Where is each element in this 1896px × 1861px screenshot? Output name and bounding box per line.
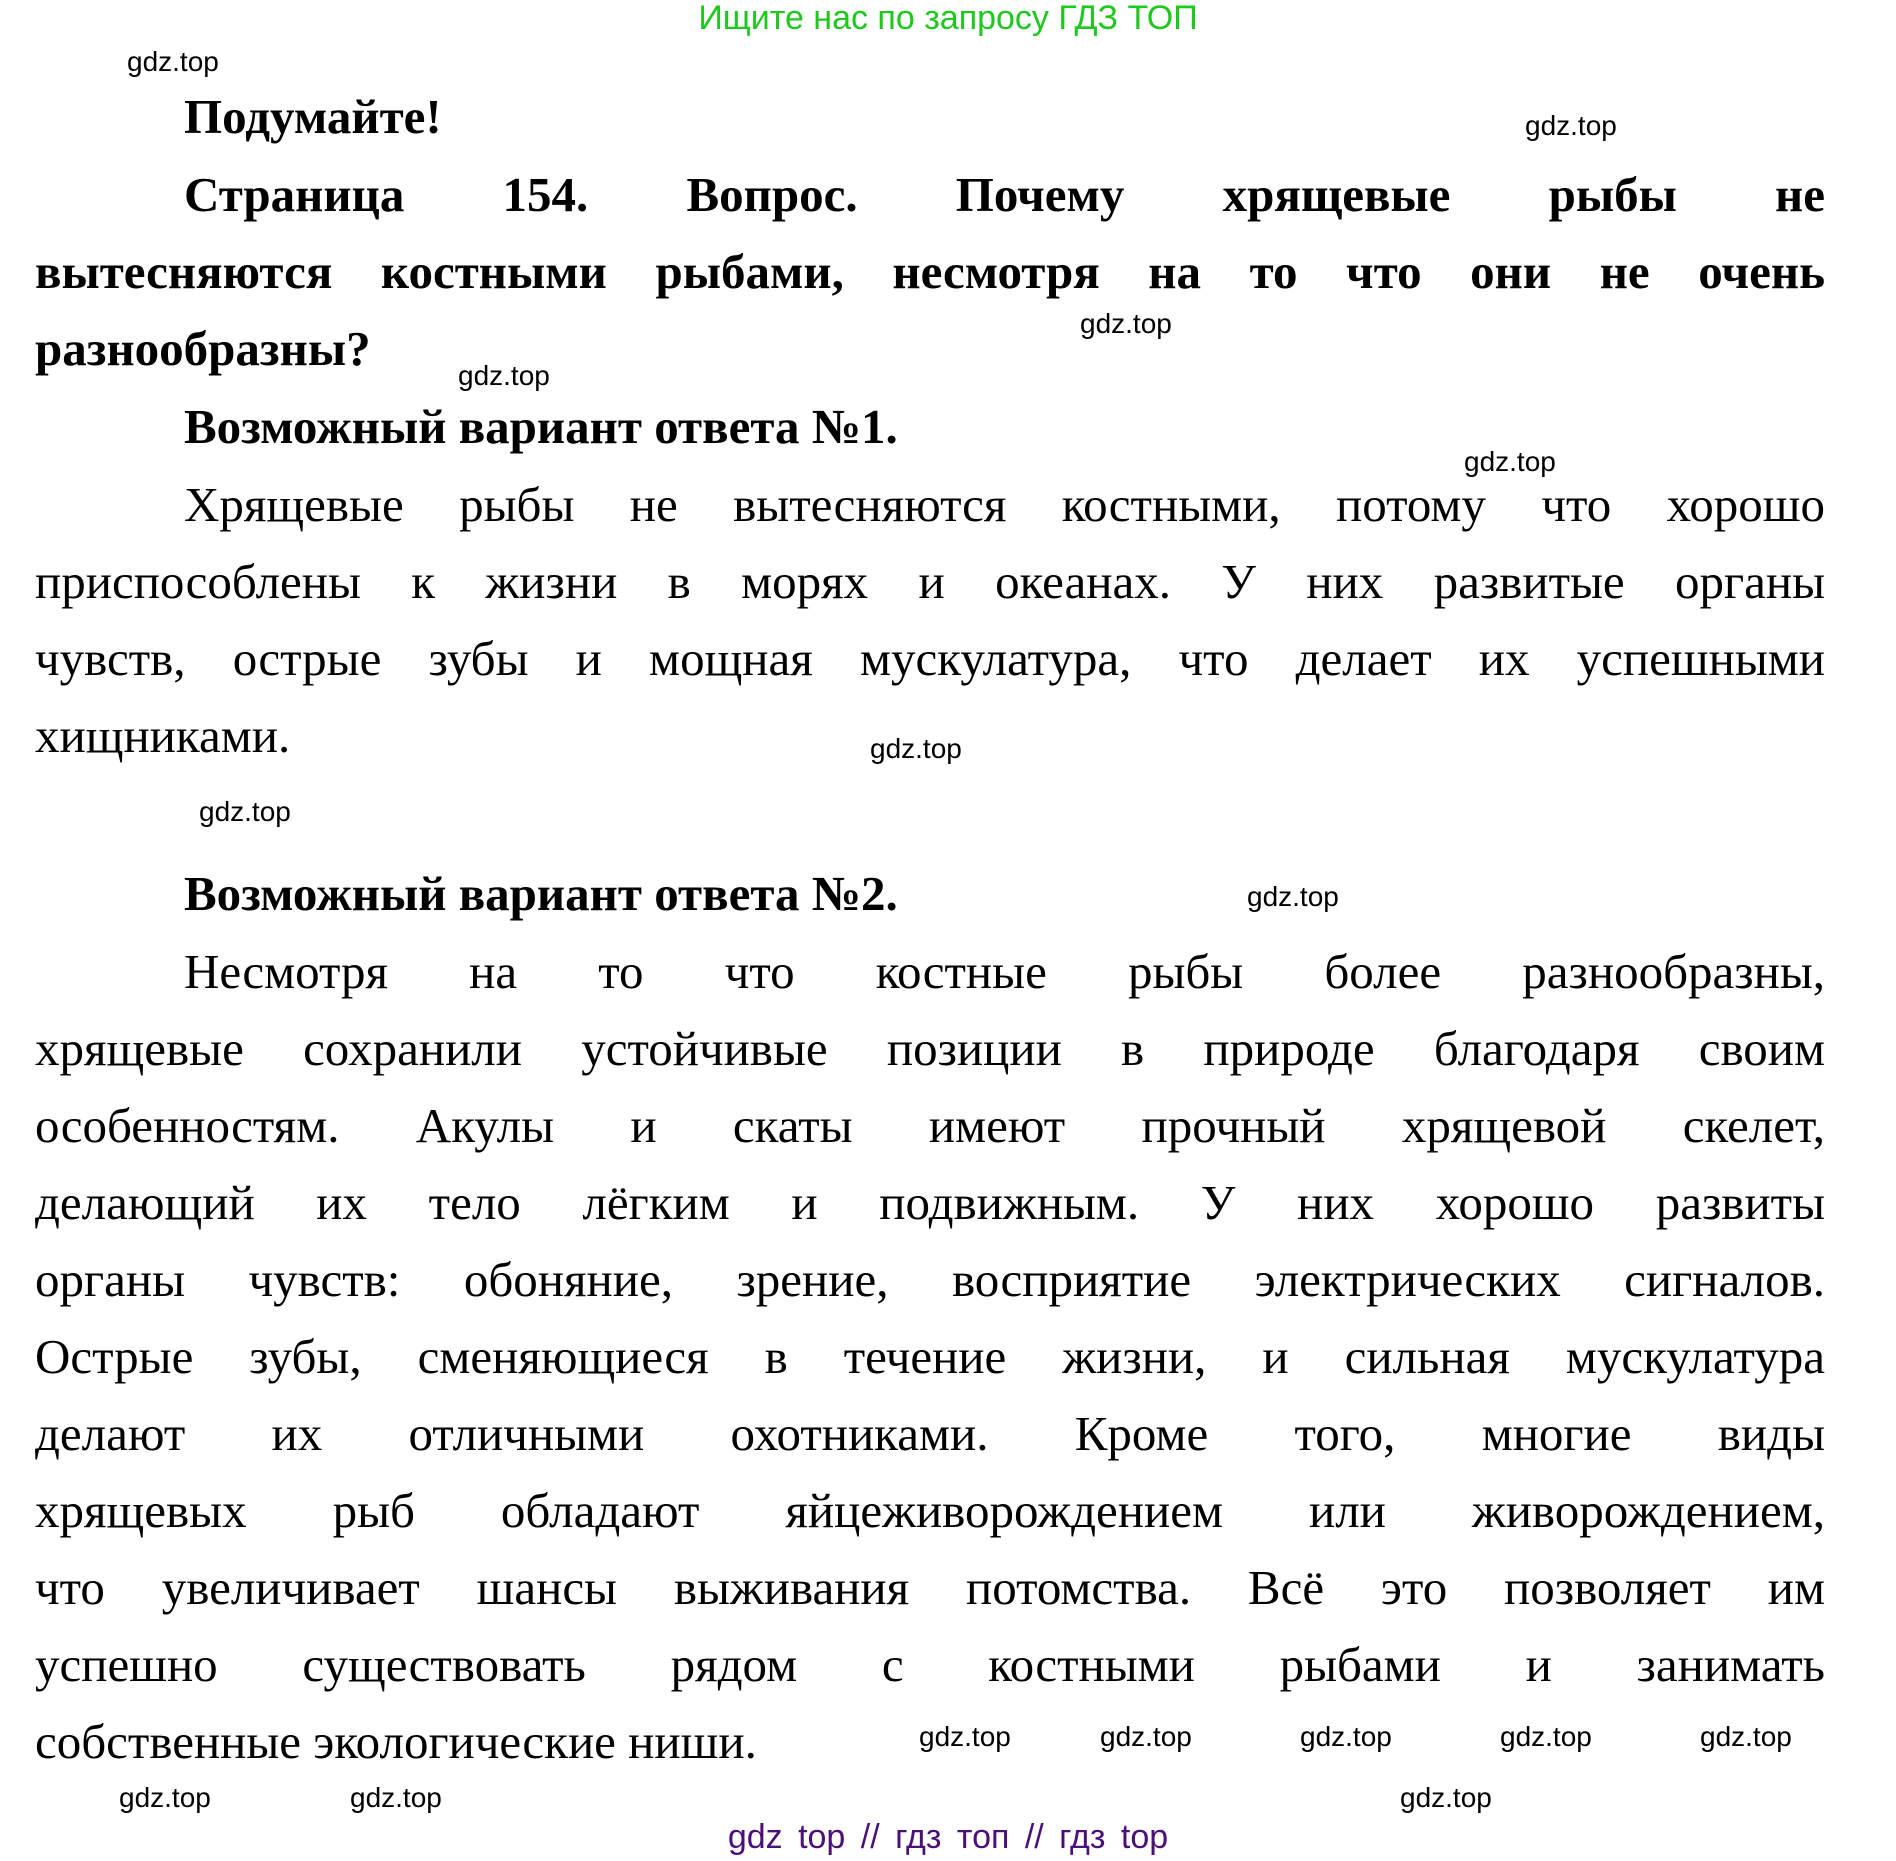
watermark: gdz.top <box>1525 110 1617 141</box>
answer1-line: чувств, острые зубы и мощная мускулатура, что делает их успешными <box>35 631 1825 686</box>
question-line: Страница 154. Вопрос. Почему хрящевые рыбы не <box>184 167 1825 222</box>
footer-links: gdz top // гдз топ // гдз top <box>727 1818 1169 1856</box>
watermark: gdz.top <box>1464 446 1556 477</box>
watermark: gdz.top <box>458 360 550 391</box>
question <box>35 156 1825 387</box>
watermark: gdz.top <box>1100 1721 1192 1752</box>
watermark: gdz.top <box>1080 308 1172 339</box>
answer1-text <box>35 466 1825 774</box>
answer1-line: хищниками. <box>35 708 291 763</box>
watermark: gdz.top <box>199 796 291 827</box>
question-line: разнообразны? <box>35 321 371 376</box>
answer1-line: Хрящевые рыбы не вытесняются костными, потому что хорошо <box>184 477 1825 532</box>
answer2-line: делают их отличными охотниками. Кроме того, многие виды <box>35 1406 1825 1461</box>
watermark: gdz.top <box>1400 1782 1492 1813</box>
answer2-line: хрящевых рыб обладают яйцеживорождением или живорождением, <box>35 1483 1825 1538</box>
answer1-line: приспособлены к жизни в морях и океанах. У них развитые органы <box>35 554 1825 609</box>
watermark: gdz.top <box>1300 1721 1392 1752</box>
question-line: вытесняются костными рыбами, несмотря на то что они не очень <box>35 244 1825 299</box>
answer2-heading: Возможный вариант ответа №2. <box>184 866 898 921</box>
answer2-line: успешно существовать рядом с костными рыбами и занимать <box>35 1637 1825 1692</box>
answer2-line: Несмотря на то что костные рыбы более разнообразны, <box>184 944 1825 999</box>
answer2-text <box>35 933 1825 1780</box>
answer2-line: Острые зубы, сменяющиеся в течение жизни, и сильная мускулатура <box>35 1329 1825 1384</box>
answer2-line: хрящевые сохранили устойчивые позиции в природе благодаря своим <box>35 1021 1825 1076</box>
answer2-line: особенностям. Акулы и скаты имеют прочный хрящевой скелет, <box>35 1098 1825 1153</box>
search-banner: Ищите нас по запросу ГДЗ ТОП <box>698 0 1198 37</box>
watermark: gdz.top <box>1700 1721 1792 1752</box>
watermark: gdz.top <box>870 733 962 764</box>
watermark: gdz.top <box>1500 1721 1592 1752</box>
answer2-line: делающий их тело лёгким и подвижным. У них хорошо развиты <box>35 1175 1825 1230</box>
watermark: gdz.top <box>1247 881 1339 912</box>
answer2-line: органы чувств: обоняние, зрение, восприятие электрических сигналов. <box>35 1252 1825 1307</box>
think-heading: Подумайте! <box>184 89 442 144</box>
answer2-line: что увеличивает шансы выживания потомства. Всё это позволяет им <box>35 1560 1825 1615</box>
answer1-heading: Возможный вариант ответа №1. <box>184 399 898 454</box>
watermark: gdz.top <box>350 1782 442 1813</box>
answer2-line: собственные экологические ниши. <box>35 1714 757 1769</box>
watermark: gdz.top <box>119 1782 211 1813</box>
watermark: gdz.top <box>127 46 219 77</box>
watermark: gdz.top <box>919 1721 1011 1752</box>
